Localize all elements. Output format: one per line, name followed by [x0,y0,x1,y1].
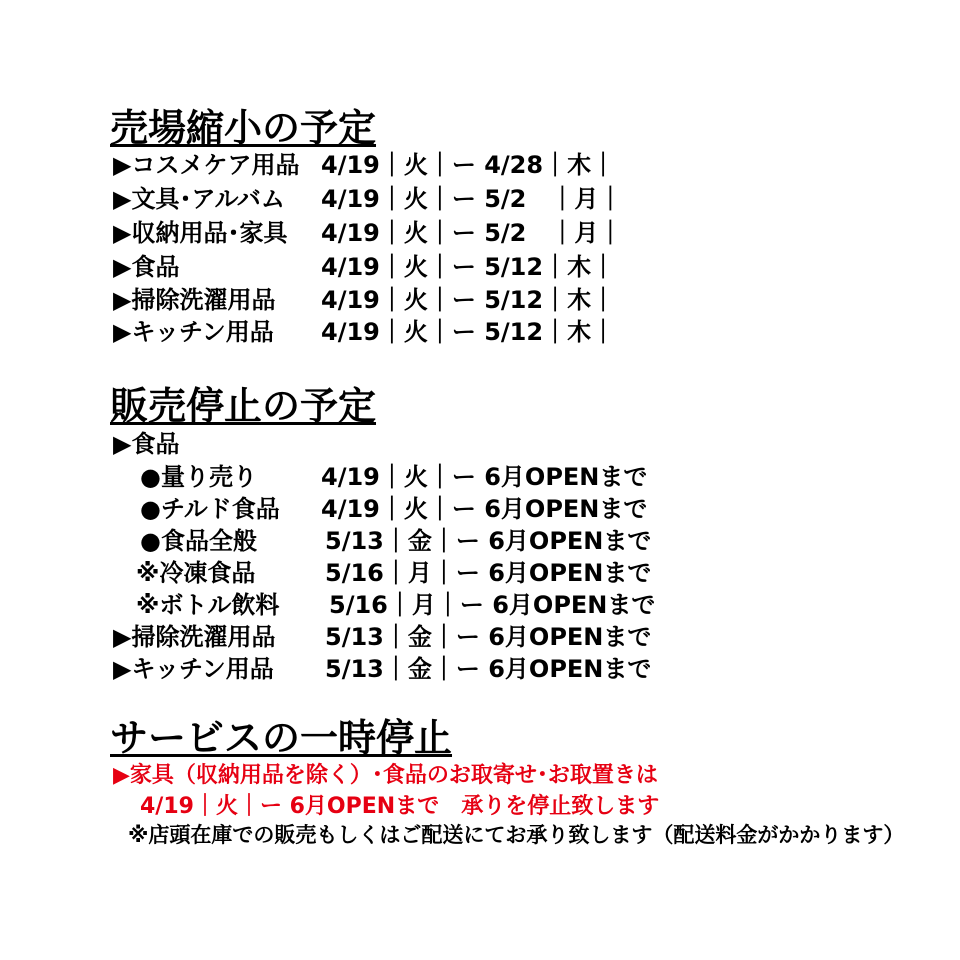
food-header-label: ▶食品 [113,430,180,458]
suspension-row-label: ●食品全般 [140,527,257,555]
suspension-row-date: 5/13｜金｜ー 6月OPENまで [325,655,652,683]
reduction-row-date: 4/19｜火｜ー 5/12｜木｜ [321,286,616,314]
suspension-row-date: 5/16｜月｜ー 6月OPENまで [329,591,656,619]
reduction-row-date: 4/19｜火｜ー 5/12｜木｜ [321,318,616,346]
reduction-row-date: 4/19｜火｜ー 4/28｜木｜ [321,151,616,179]
reduction-row-label: ▶コスメケア用品 [113,151,300,179]
service-notice-note: ※店頭在庫での販売もしくはご配送にてお承り致します（配送料金がかかります） [128,823,905,847]
suspension-row-label: ●量り売り [140,463,257,491]
suspension-row-label: ▶掃除洗濯用品 [113,623,276,651]
reduction-row-label: ▶文具･アルバム [113,185,285,213]
service-notice-line1: ▶家具（収納用品を除く）･食品のお取寄せ･お取置きは [113,763,658,788]
reduction-row-label: ▶食品 [113,253,180,281]
suspension-row-date: 5/13｜金｜ー 6月OPENまで [325,527,652,555]
section-title-sales-suspension: 販売停止の予定 [110,384,377,428]
reduction-row-date: 4/19｜火｜ー 5/12｜木｜ [321,253,616,281]
suspension-row-date: 4/19｜火｜ー 6月OPENまで [321,463,648,491]
service-notice-line2: 4/19｜火｜ー 6月OPENまで 承りを停止致します [140,794,660,819]
section-title-service-pause: サービスの一時停止 [110,716,453,760]
suspension-row-date: 4/19｜火｜ー 6月OPENまで [321,495,648,523]
suspension-row-date: 5/16｜月｜ー 6月OPENまで [325,559,652,587]
suspension-row-label: ※ボトル飲料 [136,591,280,619]
reduction-row-label: ▶収納用品･家具 [113,219,288,247]
reduction-row-label: ▶キッチン用品 [113,318,274,346]
reduction-row-date: 4/19｜火｜ー 5/2 ｜月｜ [321,185,623,213]
suspension-row-date: 5/13｜金｜ー 6月OPENまで [325,623,652,651]
section-title-floor-reduction: 売場縮小の予定 [110,106,377,150]
reduction-row-label: ▶掃除洗濯用品 [113,286,276,314]
reduction-row-date: 4/19｜火｜ー 5/2 ｜月｜ [321,219,623,247]
suspension-row-label: ●チルド食品 [140,495,280,523]
suspension-row-label: ▶キッチン用品 [113,655,274,683]
suspension-row-label: ※冷凍食品 [136,559,256,587]
